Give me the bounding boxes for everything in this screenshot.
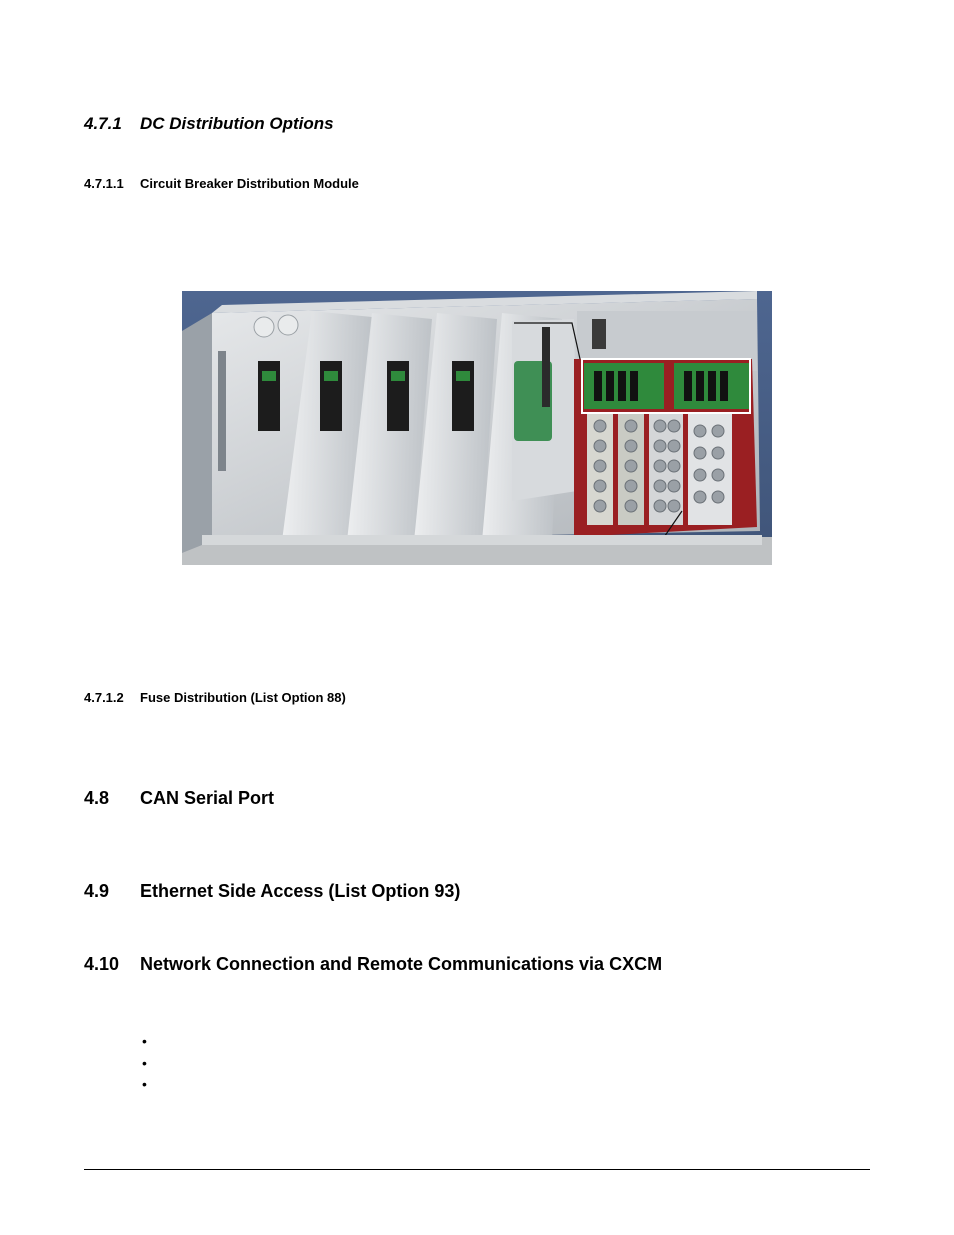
heading-4-9 — [84, 881, 461, 902]
heading-4-7-1 — [84, 114, 334, 134]
section-title: Circuit Breaker Distribution Module — [140, 176, 359, 191]
section-title: Ethernet Side Access (List Option 93) — [140, 881, 461, 901]
heading-4-7-1-2 — [84, 690, 346, 705]
section-number: 4.9 — [84, 881, 110, 901]
section-title: DC Distribution Options — [140, 114, 334, 133]
section-number: 4.7.1.1 — [84, 176, 124, 191]
section-number: 4.7.1 — [84, 114, 122, 133]
bullet-marker: • — [142, 1076, 147, 1092]
section-title: Fuse Distribution (List Option 88) — [140, 690, 346, 705]
distribution-module-photo — [182, 291, 772, 565]
photo-icon — [182, 291, 772, 565]
bullet-marker: • — [142, 1055, 147, 1071]
heading-4-8 — [84, 788, 275, 809]
section-title: CAN Serial Port — [140, 788, 275, 808]
section-number: 4.8 — [84, 788, 110, 808]
section-number: 4.10 — [84, 954, 120, 974]
heading-4-10 — [84, 954, 663, 975]
bullet-marker: • — [142, 1033, 147, 1049]
section-number: 4.7.1.2 — [84, 690, 124, 705]
heading-4-7-1-1 — [84, 176, 359, 191]
footer-rule — [84, 1169, 870, 1170]
section-title: Network Connection and Remote Communications via CXCM — [140, 954, 663, 974]
